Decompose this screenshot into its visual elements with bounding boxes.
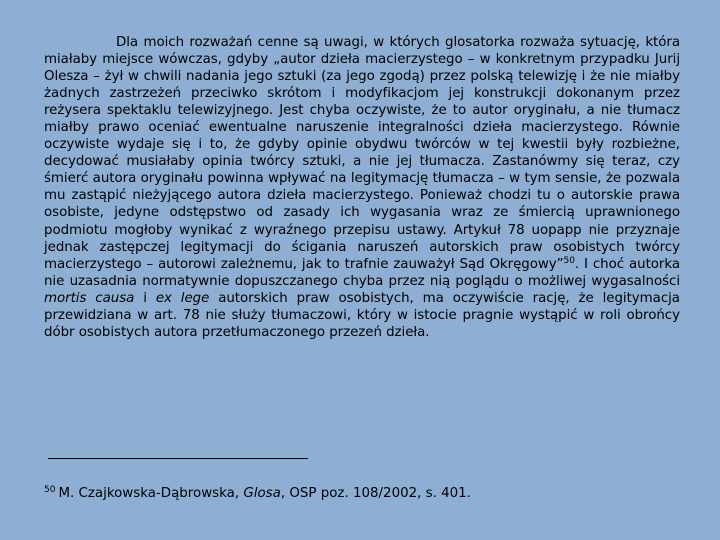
footnote-reference: 50 — [563, 255, 575, 266]
footnote-number: 50 — [44, 485, 56, 495]
footnote-title: Glosa — [243, 486, 281, 501]
footnote-separator — [48, 458, 308, 459]
italic-mortis-causa: mortis causa — [44, 290, 135, 306]
paragraph-text-part2: . I choć autorka nie uzasadnia normatywnie dopuszczanego chyba przez nią poglądu o możliwej wygasalności — [44, 256, 680, 289]
footnote-author: M. Czajkowska-Dąbrowska, — [58, 486, 240, 501]
paragraph-text-part4: autorskich praw osobistych, ma oczywiście rację, że legitymacja przewidziana w art. 78 nie służy tłumaczowi, który w istocie pragnie wystąpić w roli obrońcy dóbr osobistych autora przetłumaczonego przezeń dzieła. — [44, 290, 680, 340]
paragraph-text-part1: Dla moich rozważań cenne są uwagi, w których glosatorka rozważa sytuację, która miałaby miejsce wówczas, gdyby „autor dzieła macierzystego – w konkretnym przypadku Jurij Olesza – żył w chwili nadania jego sztuki (za jego zgodą) przez polską telewizję i że nie miałby żadnych zastrzeżeń przeciwko skrótom i modyfikacjom jej konstrukcji dokonanym przez reżysera spektaklu telewizyjnego. Jest chyba oczywiste, że to autor oryginału, a nie tłumacz miałby prawo oceniać ewentualne naruszenie integralności dzieła macierzystego. Równie oczywiste wydaje się i to, że gdyby opinie obydwu twórców w tej kwestii były rozbieżne, decydować musiałaby opinia twórcy sztuki, a nie jej tłumacza. Zastanówmy się teraz, czy śmierć autora oryginału powinna wpływać na legitymację tłumacza – w tym sensie, że pozwala mu zastąpić nieżyjącego autora dzieła macierzystego. Ponieważ chodzi tu o autorskie prawa osobiste, jedyne odstępstwo od zasady ich wygasania wraz ze śmiercią uprawnionego podmiotu mogłoby wynikać z wyraźnego przepisu ustawy. Artykuł 78 uopapp nie przyznaje jednak zastępczej legitymacji do ścigania naruszeń autorskich praw osobistych twórcy macierzystego – autorowi zależnemu, jak to trafnie zauważył Sąd Okręgowy” — [44, 35, 680, 272]
footnote — [44, 485, 471, 502]
italic-ex-lege: ex lege — [155, 290, 210, 306]
paragraph-text-part3: i — [134, 290, 156, 306]
main-paragraph — [44, 34, 680, 341]
footnote-source: , OSP poz. 108/2002, s. 401. — [280, 486, 471, 501]
